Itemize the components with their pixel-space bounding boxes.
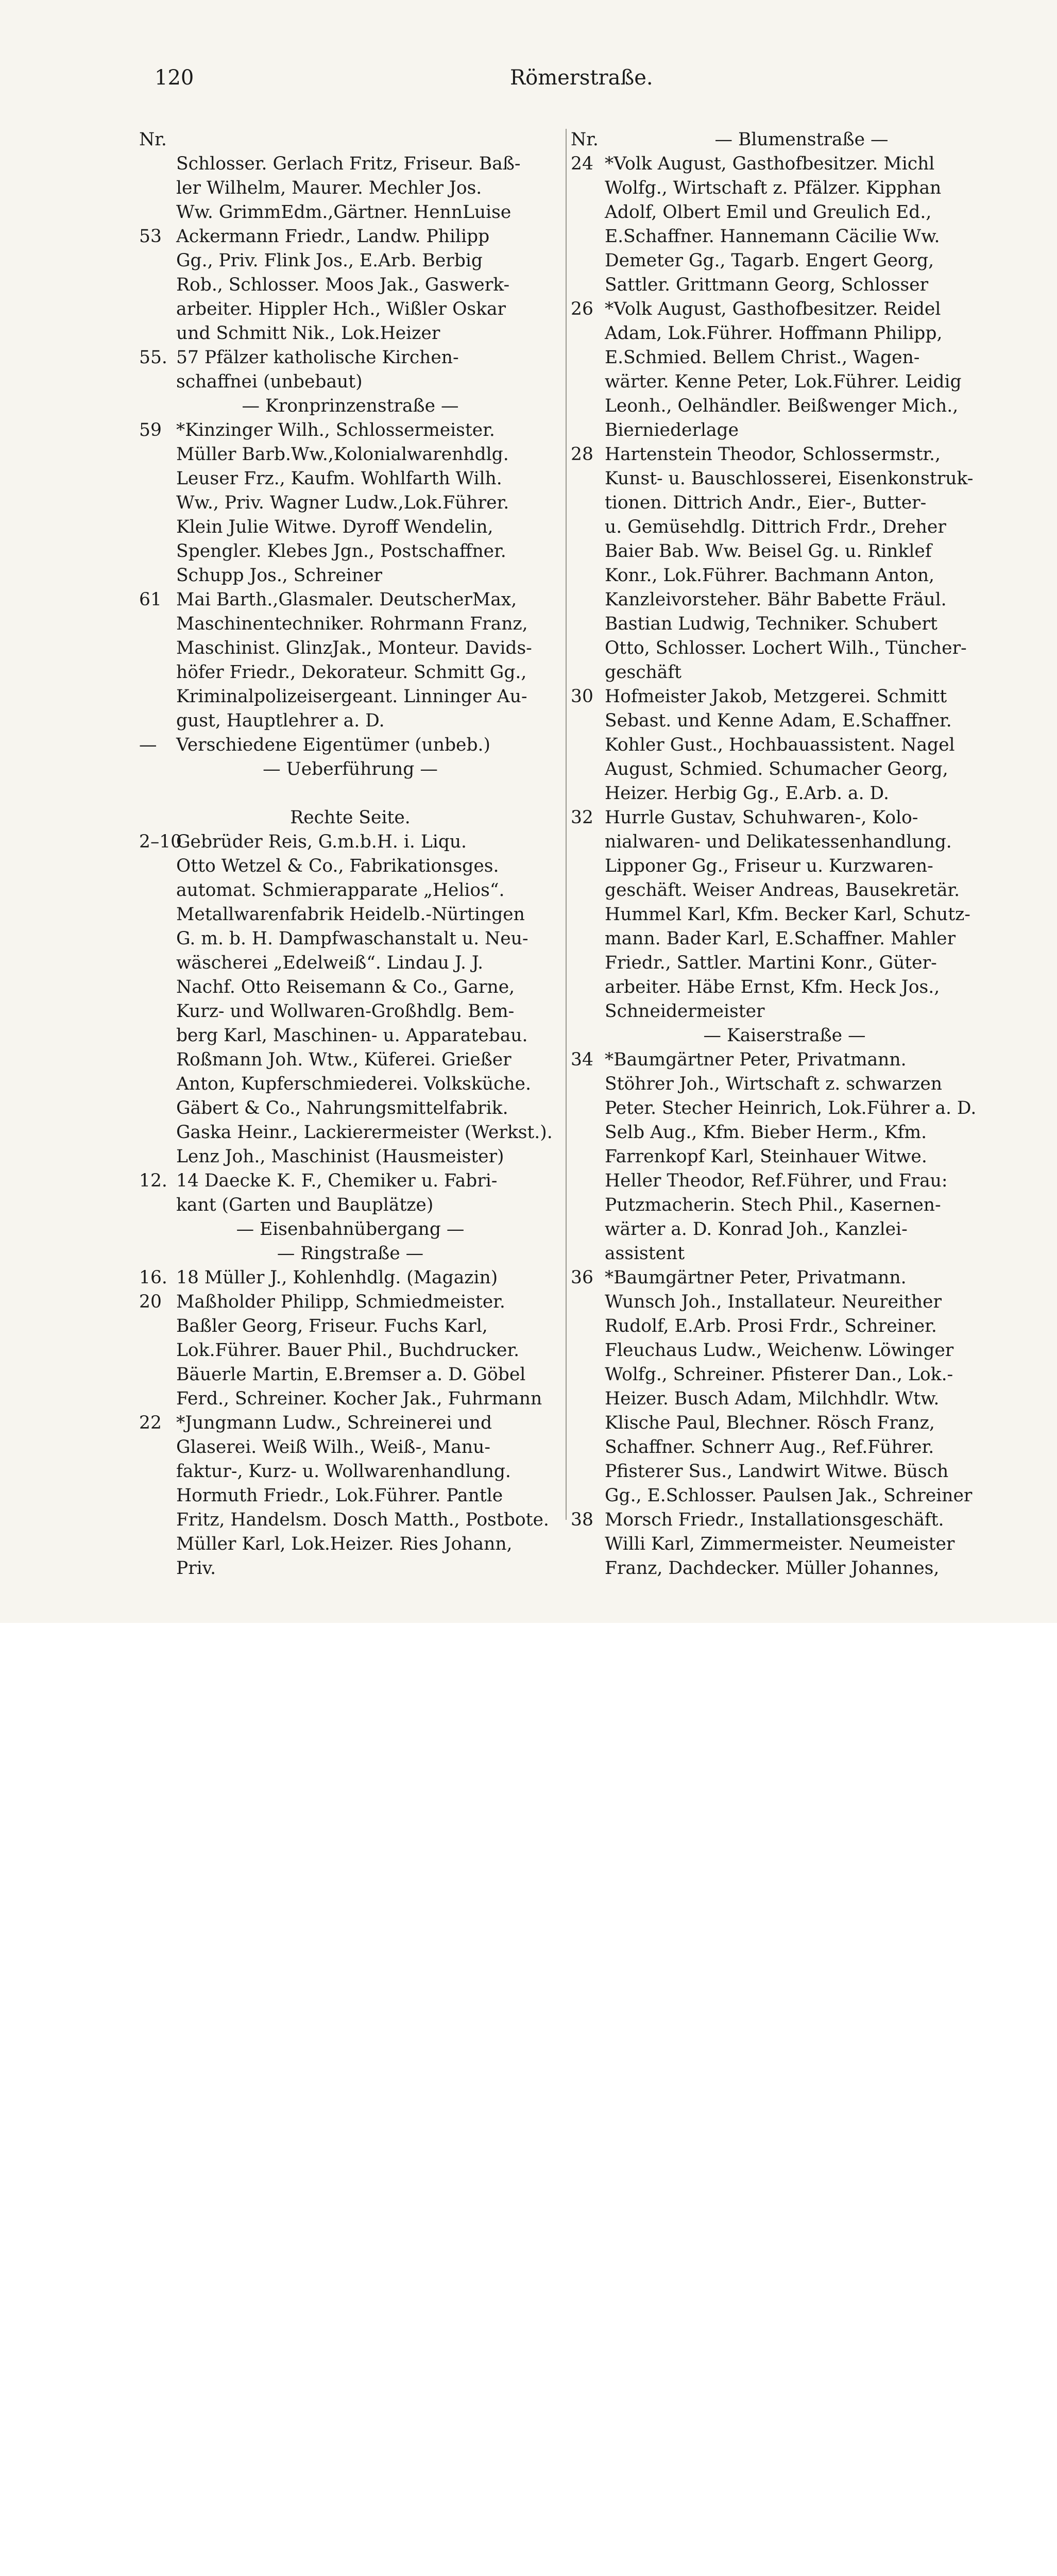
directory-line xyxy=(571,1363,998,1387)
directory-line xyxy=(139,1266,561,1290)
viewer-footer xyxy=(0,1623,1057,1716)
directory-line xyxy=(139,297,561,321)
entry-text: automat. Schmierapparate „Helios“. xyxy=(176,880,505,901)
entry-text: schaffnei (unbebaut) xyxy=(176,371,363,392)
directory-line xyxy=(139,394,561,418)
directory-line xyxy=(139,1314,561,1338)
directory-line xyxy=(571,443,998,467)
entry-text: Hofmeister Jakob, Metzgerei. Schmitt xyxy=(605,686,947,707)
directory-line xyxy=(139,1024,561,1048)
entry-text: Hartenstein Theodor, Schlossermstr., xyxy=(605,444,941,465)
entry-text: Schlosser. Gerlach Fritz, Friseur. Baß- xyxy=(176,154,521,174)
directory-line xyxy=(139,1387,561,1411)
entry-text: Rob., Schlosser. Moos Jak., Gaswerk- xyxy=(176,275,510,295)
entry-text: Roßmann Joh. Wtw., Küferei. Grießer xyxy=(176,1049,512,1070)
directory-line xyxy=(571,588,998,612)
house-number: Nr. xyxy=(139,129,167,150)
directory-line xyxy=(139,1411,561,1435)
directory-line xyxy=(139,636,561,660)
directory-line xyxy=(139,1193,561,1217)
directory-line xyxy=(571,1435,998,1460)
directory-line xyxy=(571,1556,998,1581)
entry-text: Willi Karl, Zimmermeister. Neumeister xyxy=(605,1534,955,1554)
entry-text: Nachf. Otto Reisemann & Co., Garne, xyxy=(176,977,515,997)
entry-text: kant (Garten und Bauplätze) xyxy=(176,1195,434,1215)
directory-line xyxy=(571,612,998,636)
directory-line xyxy=(571,249,998,273)
entry-text: Sebast. und Kenne Adam, E.Schaffner. xyxy=(605,710,952,731)
directory-line xyxy=(571,1508,998,1532)
directory-line xyxy=(139,273,561,297)
directory-line xyxy=(571,903,998,927)
entry-text: Maßholder Philipp, Schmiedmeister. xyxy=(176,1292,505,1312)
directory-line xyxy=(139,830,561,854)
entry-text: Adam, Lok.Führer. Hoffmann Philipp, xyxy=(605,323,943,344)
directory-line xyxy=(139,975,561,999)
entry-text: Demeter Gg., Tagarb. Engert Georg, xyxy=(605,250,934,271)
directory-line xyxy=(571,321,998,346)
entry-text: Pfisterer Sus., Landwirt Witwe. Büsch xyxy=(605,1461,949,1482)
directory-line xyxy=(139,1217,561,1242)
house-number: 59 xyxy=(139,420,162,440)
directory-line xyxy=(139,854,561,878)
entry-text: Hormuth Friedr., Lok.Führer. Pantle xyxy=(176,1485,503,1506)
directory-line xyxy=(571,225,998,249)
entry-text: assistent xyxy=(605,1243,685,1264)
entry-text: Hurrle Gustav, Schuhwaren-, Kolo- xyxy=(605,807,918,828)
entry-text: E.Schmied. Bellem Christ., Wagen- xyxy=(605,347,920,368)
entry-text: Gg., Priv. Flink Jos., E.Arb. Berbig xyxy=(176,250,483,271)
column-divider xyxy=(566,129,567,1520)
directory-line xyxy=(139,176,561,200)
entry-text: mann. Bader Karl, E.Schaffner. Mahler xyxy=(605,928,956,949)
entry-text: Anton, Kupferschmiederei. Volksküche. xyxy=(176,1074,531,1094)
entry-text: Schneidermeister xyxy=(605,1001,765,1022)
entry-text: Adolf, Olbert Emil und Greulich Ed., xyxy=(605,202,932,223)
section-heading: — Eisenbahnübergang — xyxy=(236,1219,465,1240)
entry-text: wäscherei „Edelweiß“. Lindau J. J. xyxy=(176,953,484,973)
section-heading: — Ringstraße — xyxy=(277,1243,424,1264)
page-number: 120 xyxy=(155,66,194,90)
directory-line xyxy=(139,1532,561,1556)
directory-line xyxy=(139,1435,561,1460)
directory-line xyxy=(571,782,998,806)
entry-text: Lipponer Gg., Friseur u. Kurzwaren- xyxy=(605,856,933,876)
directory-line xyxy=(571,660,998,685)
entry-text: Priv. xyxy=(176,1558,216,1579)
directory-line xyxy=(571,1411,998,1435)
entry-text: arbeiter. Häbe Ernst, Kfm. Heck Jos., xyxy=(605,977,940,997)
entry-text: u. Gemüsehdlg. Dittrich Frdr., Dreher xyxy=(605,517,946,537)
directory-line xyxy=(139,491,561,515)
directory-line xyxy=(571,394,998,418)
directory-line xyxy=(571,418,998,443)
directory-line xyxy=(571,297,998,321)
directory-line xyxy=(139,200,561,225)
house-number: 55. xyxy=(139,347,167,368)
entry-text: Rudolf, E.Arb. Prosi Frdr., Schreiner. xyxy=(605,1316,937,1336)
entry-text: Ww. GrimmEdm.,Gärtner. HennLuise xyxy=(176,202,512,223)
entry-text: 57 Pfälzer katholische Kirchen- xyxy=(176,347,459,368)
directory-line xyxy=(139,1363,561,1387)
entry-text: Müller Karl, Lok.Heizer. Ries Johann, xyxy=(176,1534,513,1554)
directory-line xyxy=(571,1145,998,1169)
house-number: 30 xyxy=(571,686,593,707)
entry-text: 14 Daecke K. F., Chemiker u. Fabri- xyxy=(176,1171,498,1191)
directory-line xyxy=(571,806,998,830)
directory-line xyxy=(571,200,998,225)
entry-text: arbeiter. Hippler Hch., Wißler Oskar xyxy=(176,299,506,319)
directory-line xyxy=(571,757,998,782)
directory-line xyxy=(139,806,561,830)
house-number: 61 xyxy=(139,589,162,610)
entry-text: nialwaren- und Delikatessenhandlung. xyxy=(605,832,952,852)
directory-line xyxy=(139,660,561,685)
entry-text: Bastian Ludwig, Techniker. Schubert xyxy=(605,614,937,634)
directory-line xyxy=(571,1193,998,1217)
directory-line xyxy=(571,515,998,539)
entry-text: Morsch Friedr., Installationsgeschäft. xyxy=(605,1510,944,1530)
entry-text: Lenz Joh., Maschinist (Hausmeister) xyxy=(176,1146,504,1167)
directory-line xyxy=(139,128,561,152)
directory-line xyxy=(139,733,561,757)
directory-line xyxy=(571,370,998,394)
directory-line xyxy=(571,564,998,588)
directory-line xyxy=(139,539,561,564)
entry-text: Ww., Priv. Wagner Ludw.,Lok.Führer. xyxy=(176,493,509,513)
directory-line xyxy=(139,1072,561,1096)
entry-text: Gäbert & Co., Nahrungsmittelfabrik. xyxy=(176,1098,508,1118)
house-number: 53 xyxy=(139,226,162,247)
entry-text: 18 Müller J., Kohlenhdlg. (Magazin) xyxy=(176,1267,498,1288)
directory-line xyxy=(571,854,998,878)
house-number: Nr. xyxy=(571,129,599,150)
directory-line xyxy=(571,636,998,660)
directory-line xyxy=(139,370,561,394)
house-number: 36 xyxy=(571,1267,593,1288)
directory-line xyxy=(571,491,998,515)
entry-text: Farrenkopf Karl, Steinhauer Witwe. xyxy=(605,1146,927,1167)
directory-line xyxy=(571,1338,998,1363)
entry-text: Gaska Heinr., Lackierermeister (Werkst.). xyxy=(176,1122,553,1143)
section-heading: — Kaiserstraße — xyxy=(703,1025,866,1046)
directory-line xyxy=(139,1121,561,1145)
directory-line xyxy=(139,152,561,176)
directory-line xyxy=(139,1460,561,1484)
entry-text: *Volk August, Gasthofbesitzer. Reidel xyxy=(605,299,941,319)
entry-text: Konr., Lok.Führer. Bachmann Anton, xyxy=(605,565,935,586)
entry-text: Friedr., Sattler. Martini Konr., Güter- xyxy=(605,953,937,973)
entry-text: Maschinentechniker. Rohrmann Franz, xyxy=(176,614,528,634)
entry-text: Spengler. Klebes Jgn., Postschaffner. xyxy=(176,541,506,562)
directory-line xyxy=(571,1096,998,1121)
entry-text: August, Schmied. Schumacher Georg, xyxy=(605,759,948,779)
entry-text: Maschinist. GlinzJak., Monteur. Davids- xyxy=(176,638,532,658)
house-number: 38 xyxy=(571,1510,593,1530)
entry-text: Stöhrer Joh., Wirtschaft z. schwarzen xyxy=(605,1074,942,1094)
directory-line xyxy=(571,273,998,297)
entry-text: Selb Aug., Kfm. Bieber Herm., Kfm. xyxy=(605,1122,927,1143)
entry-text: *Baumgärtner Peter, Privatmann. xyxy=(605,1267,907,1288)
directory-line xyxy=(571,999,998,1024)
entry-text: gust, Hauptlehrer a. D. xyxy=(176,710,385,731)
directory-line xyxy=(571,1266,998,1290)
directory-line xyxy=(571,1314,998,1338)
directory-line xyxy=(139,515,561,539)
directory-line xyxy=(571,539,998,564)
house-number: 24 xyxy=(571,154,593,174)
entry-text: Glaserei. Weiß Wilh., Weiß-, Manu- xyxy=(176,1437,491,1458)
directory-line xyxy=(571,1024,998,1048)
house-number: 16. xyxy=(139,1267,167,1288)
directory-line xyxy=(139,1048,561,1072)
left-column xyxy=(139,128,561,1581)
entry-text: Metallwarenfabrik Heidelb.-Nürtingen xyxy=(176,904,525,925)
section-heading: — Blumenstraße — xyxy=(714,129,889,150)
directory-line xyxy=(571,1217,998,1242)
entry-text: wärter a. D. Konrad Joh., Kanzlei- xyxy=(605,1219,908,1240)
right-column xyxy=(571,128,998,1581)
entry-text: Mai Barth.,Glasmaler. DeutscherMax, xyxy=(176,589,517,610)
house-number: 34 xyxy=(571,1049,593,1070)
directory-line xyxy=(571,685,998,709)
entry-text: Hummel Karl, Kfm. Becker Karl, Schutz- xyxy=(605,904,970,925)
directory-line xyxy=(139,999,561,1024)
directory-line xyxy=(139,1096,561,1121)
directory-line xyxy=(139,685,561,709)
directory-line xyxy=(571,152,998,176)
entry-text: Baßler Georg, Friseur. Fuchs Karl, xyxy=(176,1316,488,1336)
entry-text: Kurz- und Wollwaren-Großhdlg. Bem- xyxy=(176,1001,515,1022)
directory-line xyxy=(139,1290,561,1314)
directory-line xyxy=(139,709,561,733)
house-number: — xyxy=(139,735,157,755)
house-number: 20 xyxy=(139,1292,162,1312)
directory-line xyxy=(571,1387,998,1411)
house-number: 2–10 xyxy=(139,832,182,852)
entry-text: Bäuerle Martin, E.Bremser a. D. Göbel xyxy=(176,1364,526,1385)
entry-text: Leuser Frz., Kaufm. Wohlfarth Wilh. xyxy=(176,468,502,489)
entry-text: Gebrüder Reis, G.m.b.H. i. Liqu. xyxy=(176,832,467,852)
directory-line xyxy=(571,1460,998,1484)
directory-line xyxy=(139,418,561,443)
directory-line xyxy=(139,782,561,806)
directory-line xyxy=(571,1048,998,1072)
entry-text: *Jungmann Ludw., Schreinerei und xyxy=(176,1413,492,1433)
entry-text: Schupp Jos., Schreiner xyxy=(176,565,382,586)
entry-text: Wolfg., Schreiner. Pfisterer Dan., Lok.- xyxy=(605,1364,953,1385)
entry-text: Kohler Gust., Hochbauassistent. Nagel xyxy=(605,735,955,755)
entry-text: Baier Bab. Ww. Beisel Gg. u. Rinklef xyxy=(605,541,932,562)
directory-line xyxy=(139,1508,561,1532)
entry-text: E.Schaffner. Hannemann Cäcilie Ww. xyxy=(605,226,940,247)
directory-line xyxy=(571,733,998,757)
entry-text: Lok.Führer. Bauer Phil., Buchdrucker. xyxy=(176,1340,520,1361)
entry-text: Müller Barb.Ww.,Kolonialwarenhdlg. xyxy=(176,444,509,465)
entry-text: *Baumgärtner Peter, Privatmann. xyxy=(605,1049,907,1070)
directory-line xyxy=(139,1242,561,1266)
directory-line xyxy=(571,709,998,733)
directory-line xyxy=(571,1121,998,1145)
entry-text: Fritz, Handelsm. Dosch Matth., Postbote. xyxy=(176,1510,549,1530)
entry-text: berg Karl, Maschinen- u. Apparatebau. xyxy=(176,1025,528,1046)
entry-text: G. m. b. H. Dampfwaschanstalt u. Neu- xyxy=(176,928,528,949)
entry-text: Klein Julie Witwe. Dyroff Wendelin, xyxy=(176,517,493,537)
directory-line xyxy=(139,927,561,951)
directory-line xyxy=(571,128,998,152)
page-running-title: Römerstraße. xyxy=(510,66,653,90)
directory-line xyxy=(571,1072,998,1096)
directory-line xyxy=(139,903,561,927)
section-heading: — Ueberführung — xyxy=(263,759,438,779)
directory-line xyxy=(571,975,998,999)
directory-line xyxy=(139,588,561,612)
entry-text: Sattler. Grittmann Georg, Schlosser xyxy=(605,275,929,295)
entry-text: Klische Paul, Blechner. Rösch Franz, xyxy=(605,1413,935,1433)
entry-text: Wolfg., Wirtschaft z. Pfälzer. Kipphan xyxy=(605,178,942,198)
house-number: 32 xyxy=(571,807,593,828)
entry-text: Ferd., Schreiner. Kocher Jak., Fuhrmann xyxy=(176,1388,542,1409)
directory-line xyxy=(571,346,998,370)
directory-line xyxy=(139,1338,561,1363)
entry-text: Otto Wetzel & Co., Fabrikationsges. xyxy=(176,856,499,876)
directory-line xyxy=(139,443,561,467)
entry-text: tionen. Dittrich Andr., Eier-, Butter- xyxy=(605,493,927,513)
directory-line xyxy=(571,927,998,951)
entry-text: Bierniederlage xyxy=(605,420,739,440)
entry-text: *Volk August, Gasthofbesitzer. Michl xyxy=(605,154,935,174)
directory-line xyxy=(139,225,561,249)
directory-line xyxy=(139,878,561,903)
entry-text: Peter. Stecher Heinrich, Lok.Führer a. D. xyxy=(605,1098,977,1118)
entry-text: Otto, Schlosser. Lochert Wilh., Tüncher- xyxy=(605,638,967,658)
directory-line xyxy=(571,176,998,200)
directory-line xyxy=(139,757,561,782)
directory-line xyxy=(571,467,998,491)
section-heading: Rechte Seite. xyxy=(290,807,411,828)
house-number: 22 xyxy=(139,1413,162,1433)
entry-text: Leonh., Oelhändler. Beißwenger Mich., xyxy=(605,396,959,416)
entry-text: Franz, Dachdecker. Müller Johannes, xyxy=(605,1558,940,1579)
entry-text: Kunst- u. Bauschlosserei, Eisenkonstruk- xyxy=(605,468,974,489)
directory-line xyxy=(571,1484,998,1508)
entry-text: ler Wilhelm, Maurer. Mechler Jos. xyxy=(176,178,482,198)
entry-text: Ackermann Friedr., Landw. Philipp xyxy=(176,226,490,247)
entry-text: Gg., E.Schlosser. Paulsen Jak., Schreiner xyxy=(605,1485,973,1506)
directory-line xyxy=(571,1169,998,1193)
directory-line xyxy=(571,878,998,903)
entry-text: Heizer. Herbig Gg., E.Arb. a. D. xyxy=(605,783,889,804)
entry-text: Kriminalpolizeisergeant. Linninger Au- xyxy=(176,686,527,707)
directory-line xyxy=(139,1145,561,1169)
entry-text: Kanzleivorsteher. Bähr Babette Fräul. xyxy=(605,589,947,610)
entry-text: geschäft. Weiser Andreas, Bausekretär. xyxy=(605,880,960,901)
directory-line xyxy=(571,1242,998,1266)
directory-line xyxy=(571,951,998,975)
entry-text: Putzmacherin. Stech Phil., Kasernen- xyxy=(605,1195,941,1215)
entry-text: und Schmitt Nik., Lok.Heizer xyxy=(176,323,440,344)
directory-line xyxy=(139,1484,561,1508)
directory-line xyxy=(139,564,561,588)
entry-text: Fleuchaus Ludw., Weichenw. Löwinger xyxy=(605,1340,954,1361)
section-heading: — Kronprinzenstraße — xyxy=(242,396,459,416)
house-number: 26 xyxy=(571,299,593,319)
entry-text: *Kinzinger Wilh., Schlossermeister. xyxy=(176,420,495,440)
directory-line xyxy=(139,346,561,370)
entry-text: geschäft xyxy=(605,662,681,683)
entry-text: wärter. Kenne Peter, Lok.Führer. Leidig xyxy=(605,371,962,392)
directory-line xyxy=(139,1556,561,1581)
entry-text: faktur-, Kurz- u. Wollwarenhandlung. xyxy=(176,1461,511,1482)
entry-text: höfer Friedr., Dekorateur. Schmitt Gg., xyxy=(176,662,527,683)
house-number: 28 xyxy=(571,444,593,465)
entry-text: Schaffner. Schnerr Aug., Ref.Führer. xyxy=(605,1437,934,1458)
directory-line xyxy=(139,612,561,636)
directory-line xyxy=(139,951,561,975)
directory-line xyxy=(571,830,998,854)
directory-line xyxy=(571,1532,998,1556)
directory-line xyxy=(139,467,561,491)
directory-line xyxy=(571,1290,998,1314)
directory-line xyxy=(139,249,561,273)
entry-text: Wunsch Joh., Installateur. Neureither xyxy=(605,1292,942,1312)
entry-text: Verschiedene Eigentümer (unbeb.) xyxy=(176,735,490,755)
directory-line xyxy=(139,1169,561,1193)
entry-text: Heller Theodor, Ref.Führer, und Frau: xyxy=(605,1171,948,1191)
directory-line xyxy=(139,321,561,346)
house-number: 12. xyxy=(139,1171,167,1191)
entry-text: Heizer. Busch Adam, Milchhdlr. Wtw. xyxy=(605,1388,940,1409)
